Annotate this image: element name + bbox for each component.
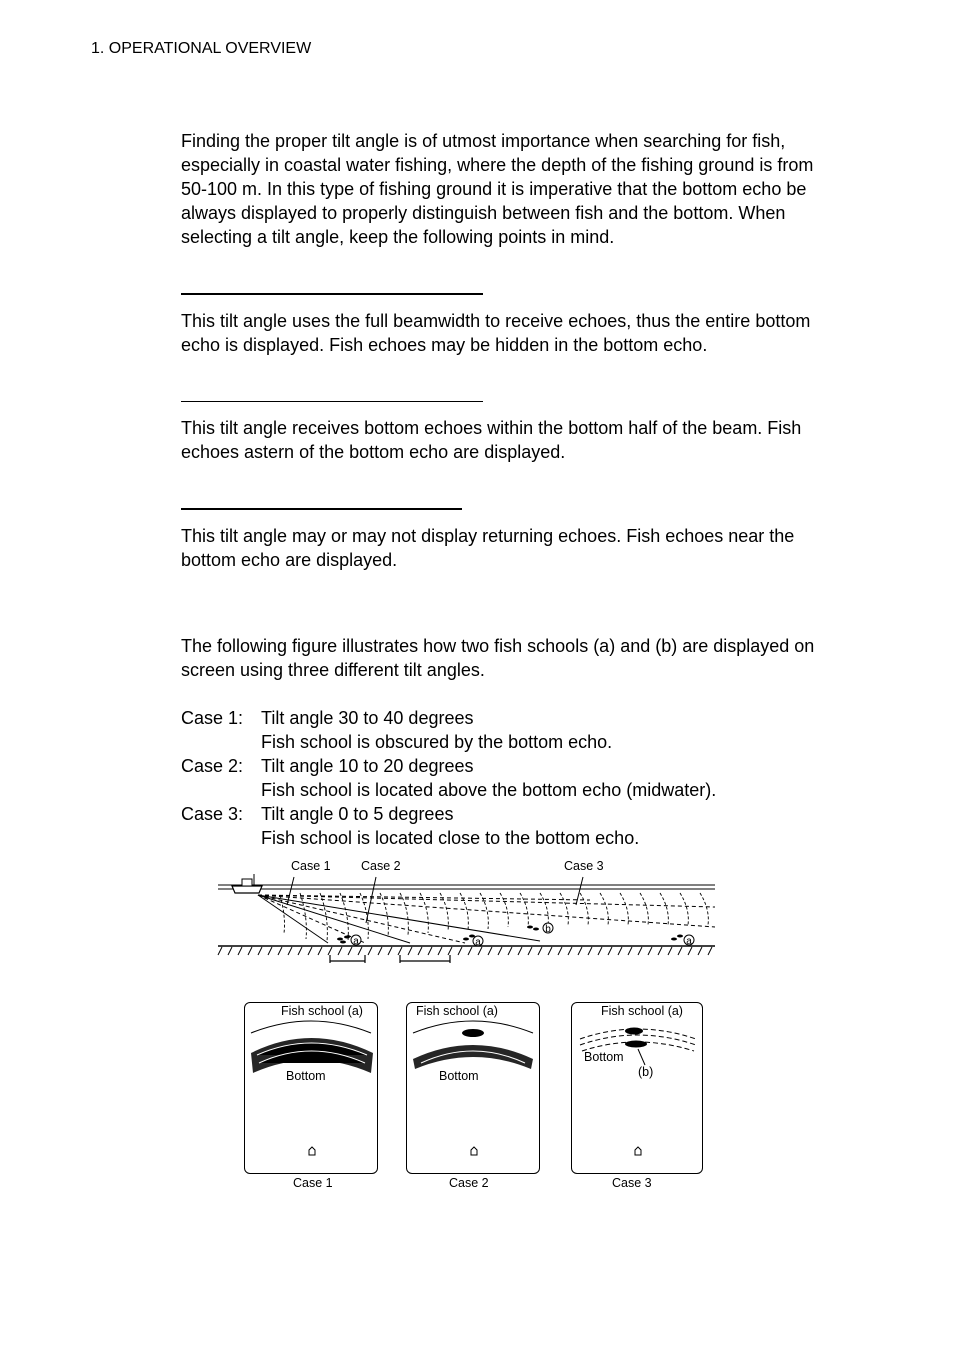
case-3-desc: Fish school is located close to the bottom echo. [261,828,640,848]
fish-school-icons [337,926,683,944]
screen-3-b-label: (b) [638,1065,654,1079]
screen-3-bottom-label: Bottom [584,1050,624,1064]
section-header: 1. OPERATIONAL OVERVIEW [91,40,312,57]
tilt-section-3-text: This tilt angle may or may not display returning echoes. Fish echoes near the bottom echo are displayed. [181,526,795,570]
ship-icon [232,874,262,893]
range-brackets [330,955,450,963]
leader-case-3 [576,877,583,905]
case-3-item [181,802,841,850]
case-1-angle: Tilt angle 30 to 40 degrees [261,708,474,728]
tilt-beam-diagram [210,855,720,970]
svg-text:b: b [545,924,551,935]
screen-1-range-arc [251,1021,371,1033]
marker-a-case-1 [351,935,361,947]
screen-2-bottom-label: Bottom [439,1069,479,1083]
case-3-angle: Tilt angle 0 to 5 degrees [261,804,454,824]
diagram-label-case-2: Case 2 [361,859,401,873]
screen-case-3 [571,1002,703,1174]
screen-3-own-ship-icon [635,1147,641,1155]
screen-2-caption: Case 2 [449,1176,489,1190]
case-1-item [181,706,841,754]
case-1-label: Case 1: [181,708,244,728]
sea-bottom-hatching [218,947,712,955]
case-2-angle: Tilt angle 10 to 20 degrees [261,756,474,776]
screen-3-b-leader [638,1049,645,1065]
screen-3-caption: Case 3 [612,1176,652,1190]
screen-2-own-ship-icon [471,1147,477,1155]
screen-case-2 [406,1002,540,1174]
marker-b [543,923,553,935]
svg-text:a: a [686,936,692,947]
screen-3-fish-label: Fish school (a) [601,1004,683,1018]
screen-1-own-ship-icon [309,1147,315,1155]
screen-2-fish-label: Fish school (a) [416,1004,498,1018]
screen-1-fish-label: Fish school (a) [281,1004,363,1018]
diagram-label-case-3: Case 3 [564,859,604,873]
marker-a-case-3 [684,935,694,947]
diagram-label-case-1: Case 1 [291,859,331,873]
heading-rule-2 [181,401,483,402]
screen-3-fish-a-echo [625,1028,643,1035]
svg-text:a: a [353,936,359,947]
tilt-section-2-text: This tilt angle receives bottom echoes within the bottom half of the beam. Fish echoes astern of the bottom echo are displayed. [181,418,802,462]
tilt-section-1-text: This tilt angle uses the full beamwidth to receive echoes, thus the entire bottom echo is displayed. Fish echoes may be hidden in the bottom echo. [181,311,811,355]
svg-text:a: a [475,937,481,948]
screen-1-caption: Case 1 [293,1176,333,1190]
case-2-label: Case 2: [181,756,244,776]
case-1-desc: Fish school is obscured by the bottom echo. [261,732,613,752]
case-2-item [181,754,841,802]
intro-paragraph: Finding the proper tilt angle is of utmost importance when searching for fish, especially in coastal water fishing, where the depth of the fishing ground is from 50-100 m. In this type of fishing ground it is imperative that the bottom echo be always displayed to properly distinguish between fish and the bottom. When selecting a tilt angle, keep the following points in mind. [181,131,814,247]
leader-case-2 [366,877,376,923]
screen-2-fish-echo [462,1029,484,1037]
heading-rule-3 [181,508,462,510]
figure-intro-paragraph: The following figure illustrates how two fish schools (a) and (b) are displayed on screen using three different tilt angles. [181,636,815,680]
screen-1-bottom-label: Bottom [286,1069,326,1083]
case-3-label: Case 3: [181,804,244,824]
case-2-desc: Fish school is located above the bottom echo (midwater). [261,780,717,800]
heading-rule-1 [181,293,483,295]
screen-3-fish-b-echo [625,1041,647,1048]
screen-case-1 [244,1002,378,1174]
screen-2-bottom-echo [413,1045,533,1069]
